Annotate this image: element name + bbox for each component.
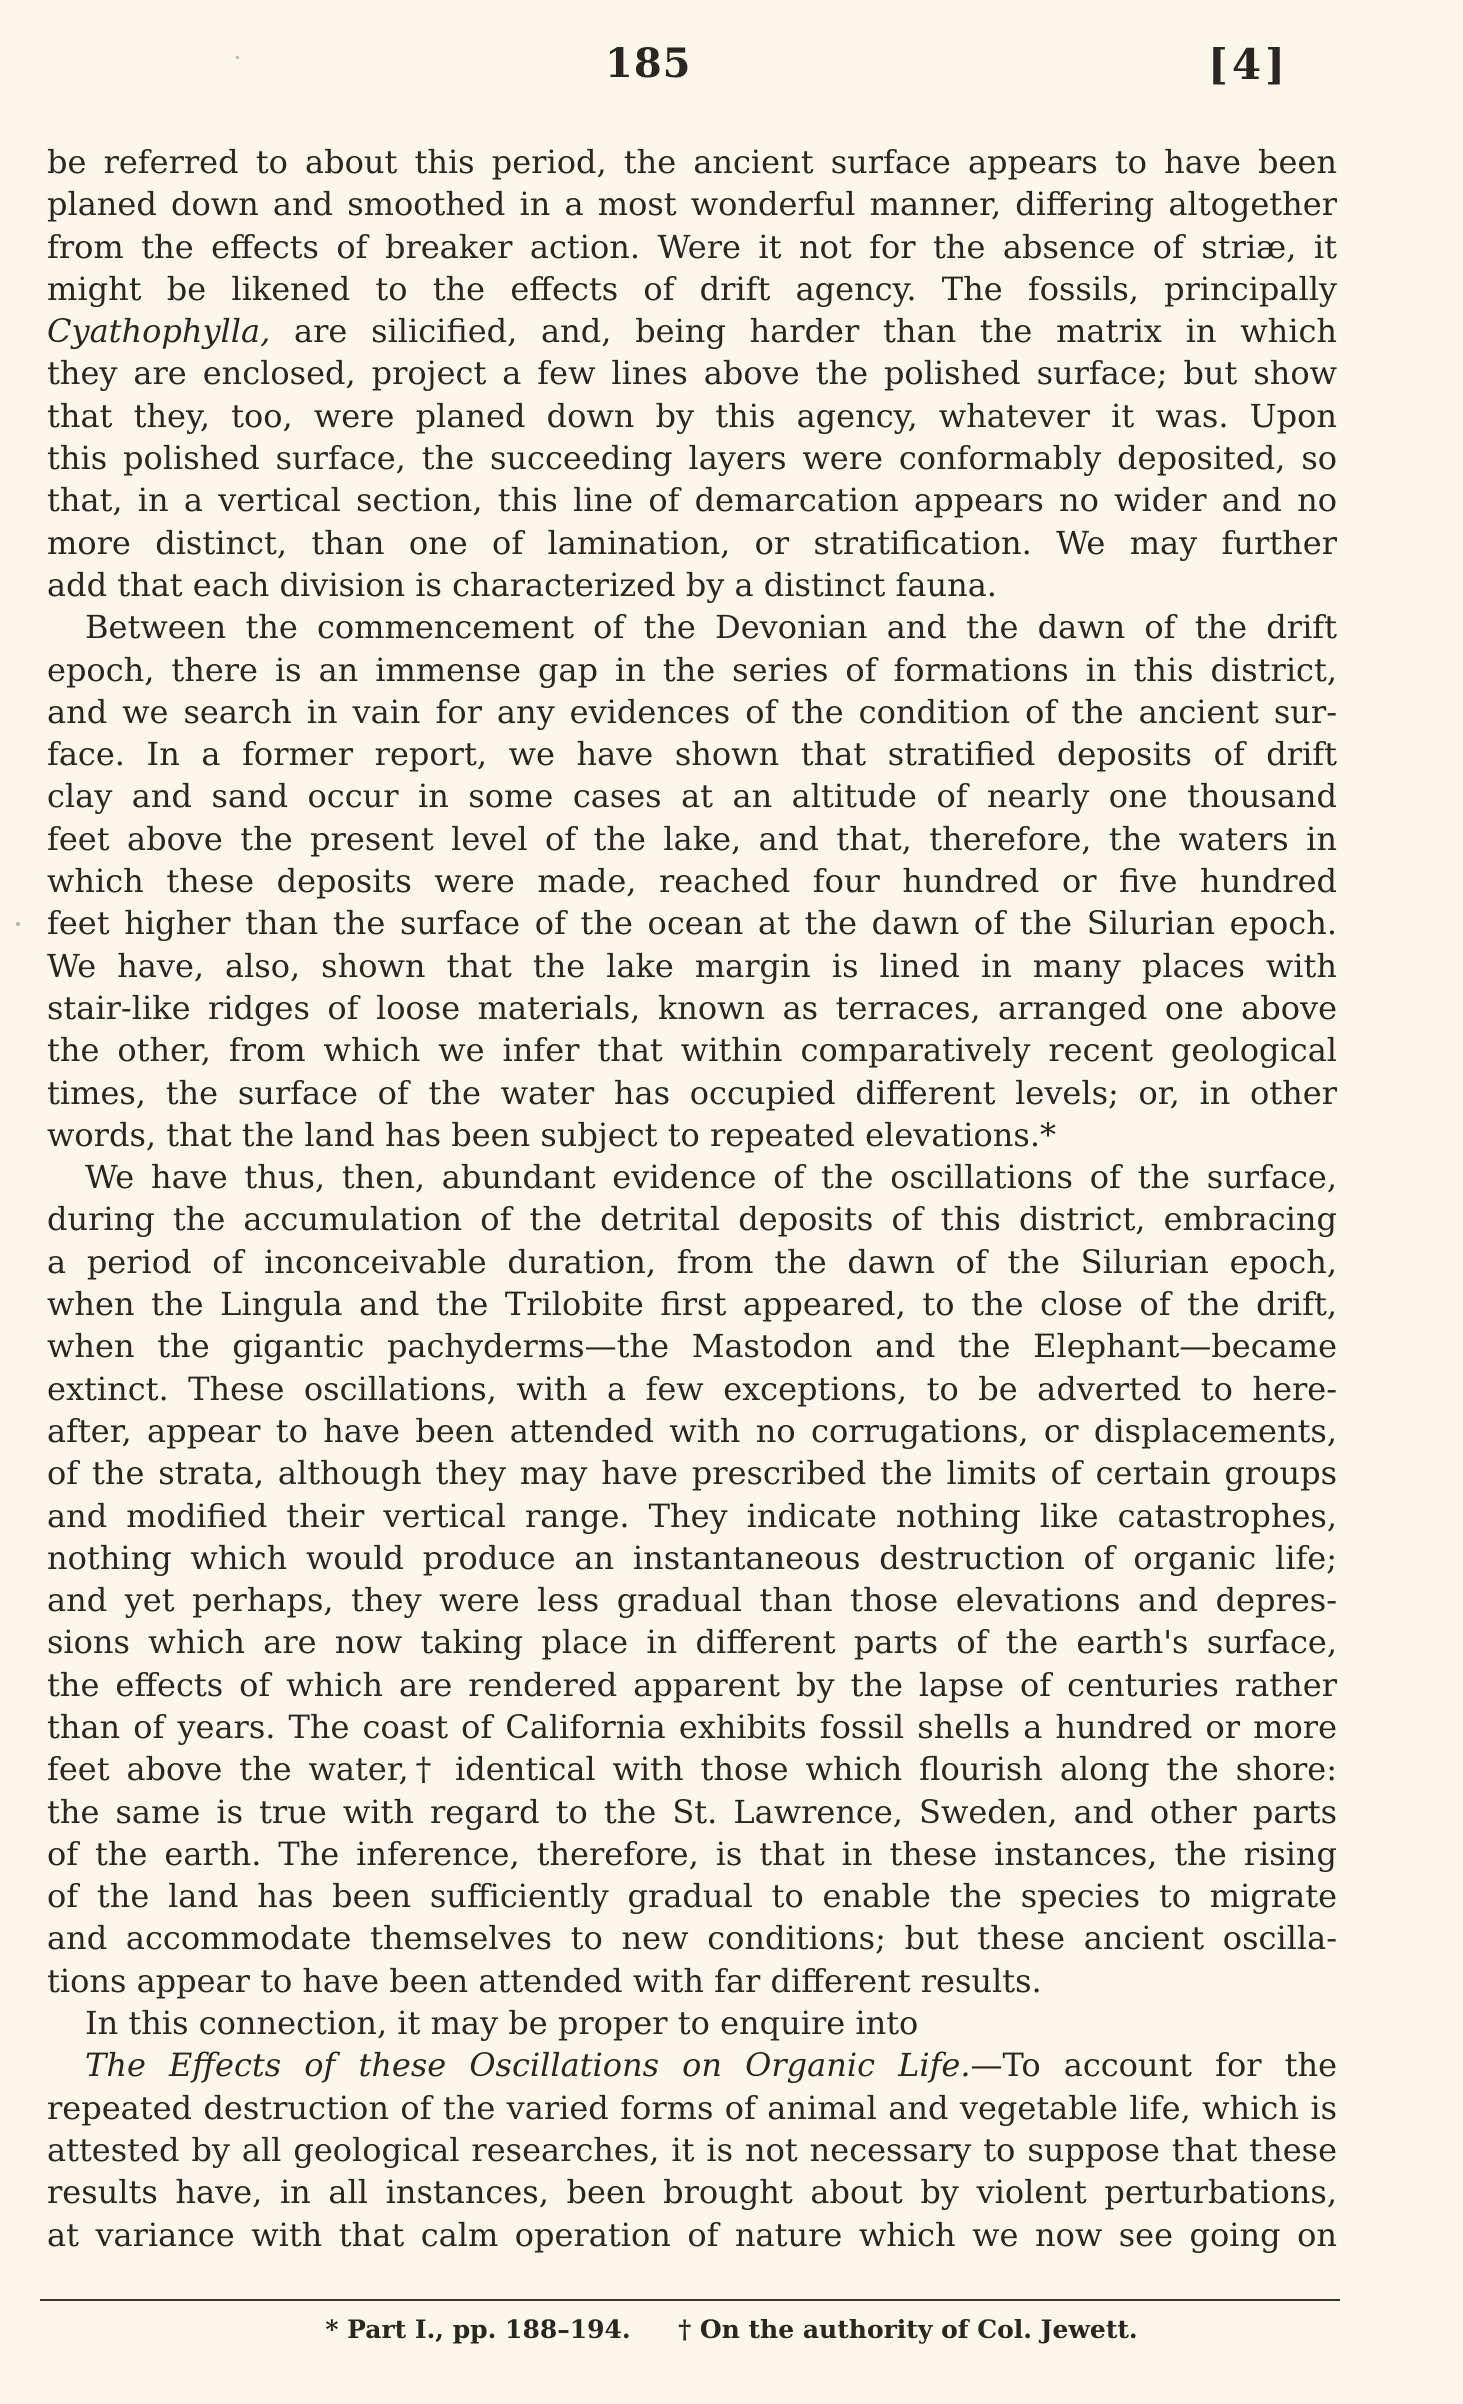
text-line: sions which are now taking place in different parts of the earth's surface, bbox=[47, 1623, 1337, 1662]
text-line: during the accumulation of the detrital deposits of this district, embracing bbox=[47, 1200, 1337, 1239]
text-line: and modified their vertical range. They indicate nothing like catastrophes, bbox=[47, 1496, 1337, 1535]
footnote-divider bbox=[40, 2299, 1340, 2301]
text-line: more distinct, than one of lamination, or stratification. We may further bbox=[47, 523, 1337, 562]
footnote-2: † On the authority of Col. Jewett. bbox=[678, 2315, 1138, 2344]
text-line: planed down and smoothed in a most wonderful manner, differing altogether bbox=[47, 185, 1337, 224]
text-line: stair-like ridges of loose materials, known as terraces, arranged one above bbox=[47, 988, 1337, 1027]
text-line: this polished surface, the succeeding layers were conformably deposited, so bbox=[47, 439, 1337, 478]
text-line: epoch, there is an immense gap in the series of formations in this district, bbox=[47, 650, 1337, 689]
section-heading: The Effects of these Oscillations on Organic Life. bbox=[85, 2046, 971, 2085]
text-line: when the gigantic pachyderms—the Mastodon and the Elephant—became bbox=[47, 1327, 1337, 1366]
text-line: results have, in all instances, been brought about by violent perturbations, bbox=[47, 2173, 1337, 2212]
text-line: be referred to about this period, the ancient surface appears to have been bbox=[47, 143, 1337, 181]
text-line: than of years. The coast of California exhibits fossil shells a hundred or more bbox=[47, 1707, 1337, 1746]
text-fragment: —To account for the bbox=[970, 2046, 1337, 2085]
text-line: We have, also, shown that the lake margin is lined in many places with bbox=[47, 946, 1337, 985]
footnotes bbox=[0, 2315, 1463, 2344]
text-line: add that each division is characterized by a distinct fauna. bbox=[47, 565, 997, 604]
text-line: nothing which would produce an instantaneous destruction of organic life; bbox=[47, 1538, 1337, 1577]
text-line: times, the surface of the water has occupied different levels; or, in other bbox=[47, 1073, 1337, 1112]
text-line: Between the commencement of the Devonian and the dawn of the drift bbox=[85, 608, 1337, 647]
text-line: and we search in vain for any evidences of the condition of the ancient sur- bbox=[47, 692, 1337, 731]
text-line: at variance with that calm operation of nature which we now see going on bbox=[47, 2215, 1337, 2254]
text-line: a period of inconceivable duration, from the dawn of the Silurian epoch, bbox=[47, 1242, 1337, 1281]
paper-speck bbox=[236, 56, 239, 59]
section-heading-line bbox=[47, 2044, 1337, 2086]
page-number: 185 bbox=[605, 40, 692, 87]
footnote-1: * Part I., pp. 188–194. bbox=[325, 2315, 631, 2344]
text-line: We have thus, then, abundant evidence of the oscillations of the surface, bbox=[85, 1158, 1337, 1197]
text-line: clay and sand occur in some cases at an altitude of nearly one thousand bbox=[47, 777, 1337, 816]
body-text bbox=[47, 141, 1337, 2256]
italic-term: Cyathophylla, bbox=[47, 312, 271, 351]
text-line: repeated destruction of the varied forms of animal and vegetable life, which is bbox=[47, 2088, 1337, 2127]
text-line: when the Lingula and the Trilobite first appeared, to the close of the drift, bbox=[47, 1285, 1337, 1324]
text-line: the other, from which we infer that within comparatively recent geological bbox=[47, 1031, 1337, 1070]
text-line: and yet perhaps, they were less gradual than those elevations and depres- bbox=[47, 1581, 1337, 1620]
text-line: attested by all geological researches, it is not necessary to suppose that these bbox=[47, 2130, 1337, 2169]
text-line bbox=[47, 310, 1337, 352]
text-line: the same is true with regard to the St. Lawrence, Sweden, and other parts bbox=[47, 1792, 1337, 1831]
text-line: face. In a former report, we have shown that stratified deposits of drift bbox=[47, 735, 1337, 774]
text-line: feet higher than the surface of the ocean at the dawn of the Silurian epoch. bbox=[47, 904, 1337, 943]
text-line: of the land has been sufficiently gradual to enable the species to migrate bbox=[47, 1877, 1337, 1916]
text-line: that, in a vertical section, this line of demarcation appears no wider and no bbox=[47, 481, 1337, 520]
text-line: which these deposits were made, reached four hundred or five hundred bbox=[47, 862, 1337, 901]
section-marker: [4] bbox=[1208, 40, 1289, 89]
text-line: words, that the land has been subject to repeated elevations.* bbox=[47, 1115, 1056, 1154]
text-line: the effects of which are rendered apparent by the lapse of centuries rather bbox=[47, 1665, 1337, 1704]
page-header bbox=[0, 40, 1463, 100]
text-line: feet above the water,† identical with those which flourish along the shore: bbox=[47, 1750, 1337, 1789]
text-line: extinct. These oscillations, with a few exceptions, to be adverted to here- bbox=[47, 1369, 1337, 1408]
text-line: might be likened to the effects of drift agency. The fossils, principally bbox=[47, 269, 1337, 308]
text-line: of the strata, although they may have prescribed the limits of certain groups bbox=[47, 1454, 1337, 1493]
text-line: from the effects of breaker action. Were it not for the absence of striæ, it bbox=[47, 227, 1337, 266]
text-line: they are enclosed, project a few lines above the polished surface; but show bbox=[47, 354, 1337, 393]
text-fragment: are silicified, and, being harder than the matrix in which bbox=[294, 312, 1338, 351]
text-line: In this connection, it may be proper to enquire into bbox=[85, 2004, 919, 2043]
paper-speck bbox=[16, 922, 20, 926]
text-line: after, appear to have been attended with no corrugations, or displacements, bbox=[47, 1411, 1337, 1450]
text-line: of the earth. The inference, therefore, is that in these instances, the rising bbox=[47, 1834, 1337, 1873]
text-line: that they, too, were planed down by this agency, whatever it was. Upon bbox=[47, 396, 1337, 435]
text-line: tions appear to have been attended with far different results. bbox=[47, 1961, 1042, 2000]
text-line: feet above the present level of the lake, and that, therefore, the waters in bbox=[47, 819, 1337, 858]
text-line: and accommodate themselves to new conditions; but these ancient oscilla- bbox=[47, 1919, 1337, 1958]
